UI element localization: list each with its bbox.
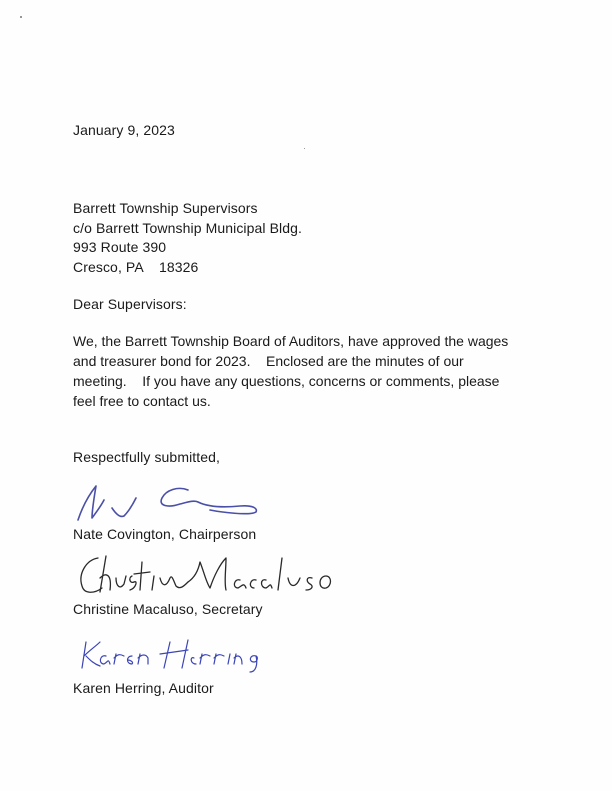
signatory-name-title: Nate Covington, Chairperson [73,526,257,542]
closing: Respectfully submitted, [73,449,221,465]
body-line: and treasurer bond for 2023. Enclosed are the minutes of our [73,353,464,369]
scan-speck [20,16,22,18]
signature-christine-macaluso [70,552,350,600]
letter-body [73,331,543,411]
body-line: We, the Barrett Township Board of Auditors, have approved the wages [73,333,509,349]
signature-nate-covington [70,478,270,528]
signature-karen-herring [70,636,270,676]
salutation: Dear Supervisors: [73,296,187,312]
recipient-line-2: c/o Barrett Township Municipal Bldg. [73,220,303,236]
recipient-line-3: 993 Route 390 [73,239,167,255]
signatory-name-title: Christine Macaluso, Secretary [73,601,263,617]
recipient-line-1: Barrett Township Supervisors [73,200,258,216]
letter-date: January 9, 2023 [73,122,175,138]
signatory-name-title: Karen Herring, Auditor [73,680,214,696]
body-line: feel free to contact us. [73,393,211,409]
scan-speck [304,148,305,149]
body-line: meeting. If you have any questions, concerns or comments, please [73,373,500,389]
recipient-line-4: Cresco, PA 18326 [73,259,199,275]
